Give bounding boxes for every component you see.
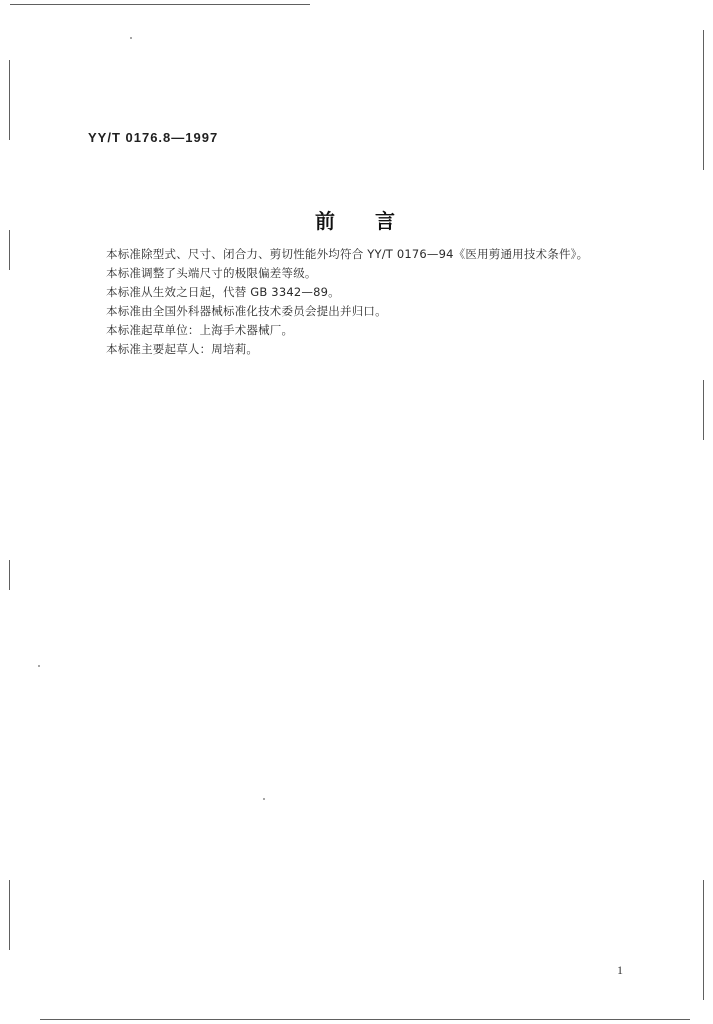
scan-border-left-4 xyxy=(9,880,10,950)
scan-border-right xyxy=(703,30,704,170)
scan-border-right-3 xyxy=(703,880,704,1000)
paragraph: 本标准调整了头端尺寸的极限偏差等级。 xyxy=(106,266,317,280)
scan-border-left-3 xyxy=(9,560,10,590)
scan-speck xyxy=(263,798,265,800)
paragraph: 本标准从生效之日起，代替 GB 3342—89。 xyxy=(106,285,340,299)
foreword-body xyxy=(106,245,666,359)
page-title: 前言 xyxy=(315,209,435,233)
document-code: YY/T 0176.8—1997 xyxy=(88,130,219,145)
scan-border-left-2 xyxy=(9,230,10,270)
scan-border-top xyxy=(10,4,310,5)
paragraph: 本标准起草单位：上海手术器械厂。 xyxy=(106,323,294,337)
paragraph: 本标准除型式、尺寸、闭合力、剪切性能外均符合 YY/T 0176—94《医用剪通用技术条件》。 xyxy=(106,247,589,261)
scan-speck xyxy=(130,37,132,39)
scan-border-bottom xyxy=(40,1019,690,1020)
paragraph: 本标准主要起草人：周培莉。 xyxy=(106,342,259,356)
scan-border-left xyxy=(9,60,10,140)
scan-speck xyxy=(38,665,40,667)
page-number: 1 xyxy=(617,963,623,977)
paragraph: 本标准由全国外科器械标准化技术委员会提出并归口。 xyxy=(106,304,387,318)
scan-border-right-2 xyxy=(703,380,704,440)
